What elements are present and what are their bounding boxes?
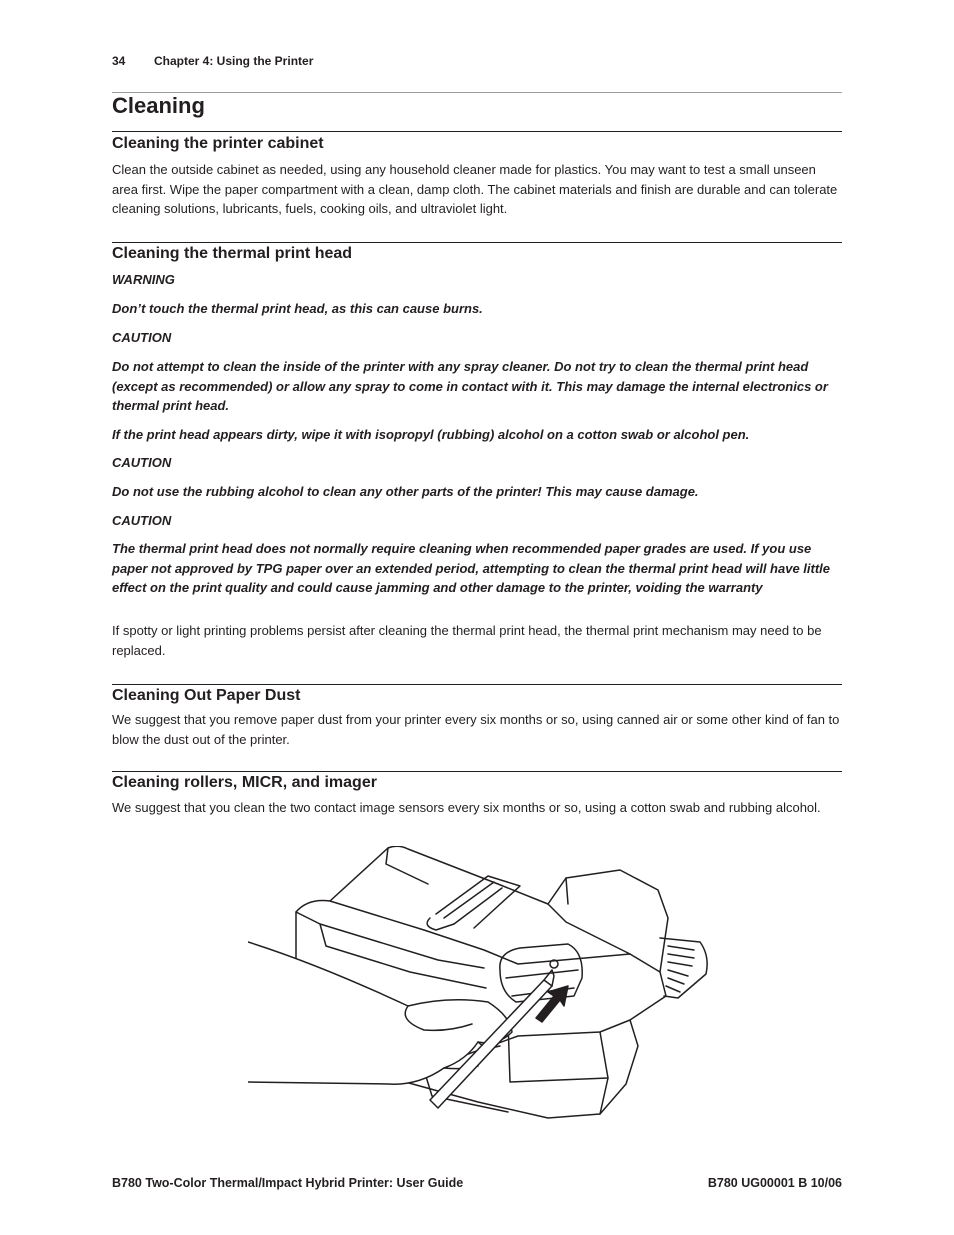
heading-rollers: Cleaning rollers, MICR, and imager <box>112 774 377 791</box>
instruction-text: If the print head appears dirty, wipe it with isopropyl (rubbing) alcohol on a cotton swab or alcohol pen. <box>112 427 750 442</box>
thermal-followup: If spotty or light printing problems persist after cleaning the thermal print head, the thermal print mechanism may need to be replaced. <box>112 623 822 658</box>
cabinet-body: Clean the outside cabinet as needed, using any household cleaner made for plastics. You may want to test a small unseen area first. Wipe the paper compartment with a clean, damp cloth. The cabinet materials and finish are durable and can tolerate cleaning solutions, lubricants, fuels, cooking oils, and ultraviolet light. <box>112 162 838 216</box>
running-header <box>112 54 313 68</box>
section-rule <box>112 771 842 772</box>
caution-text: Do not use the rubbing alcohol to clean any other parts of the printer! This may cause damage. <box>112 484 699 499</box>
page-number: 34 <box>112 54 126 68</box>
footer-document-code: B780 UG00001 B 10/06 <box>707 1176 842 1190</box>
printer-cleaning-illustration <box>248 846 710 1142</box>
caution-label: CAUTION <box>112 330 172 345</box>
caution-text: Do not attempt to clean the inside of the printer with any spray cleaner. Do not try to clean the thermal print head (except as recommended) or allow any spray to come in contact with it. This may damage the internal electronics or thermal print head. <box>112 359 828 413</box>
section-rule <box>112 242 842 243</box>
caution-label: CAUTION <box>112 455 172 470</box>
caution-text: The thermal print head does not normally require cleaning when recommended paper grades are used. If you use paper not approved by TPG paper over an extended period, attempting to clean the thermal print head will have little effect on the print quality and could cause jamming and other damage to the printer, voiding the warranty <box>112 541 831 595</box>
warning-text: Don’t touch the thermal print head, as this can cause burns. <box>112 301 483 316</box>
rollers-body: We suggest that you clean the two contact image sensors every six months or so, using a cotton swab and rubbing alcohol. <box>112 800 821 815</box>
warning-label: WARNING <box>112 272 175 287</box>
heading-thermal: Cleaning the thermal print head <box>112 245 353 262</box>
section-rule <box>112 131 842 132</box>
chapter-title: Chapter 4: Using the Printer <box>154 54 314 68</box>
heading-dust: Cleaning Out Paper Dust <box>112 687 301 704</box>
page-title: Cleaning <box>112 93 205 118</box>
caution-label: CAUTION <box>112 513 172 528</box>
section-rule <box>112 684 842 685</box>
dust-body: We suggest that you remove paper dust from your printer every six months or so, using canned air or some other kind of fan to blow the dust out of the printer. <box>112 712 840 747</box>
title-rule <box>112 92 842 93</box>
heading-cabinet: Cleaning the printer cabinet <box>112 135 324 152</box>
footer-guide-title: B780 Two-Color Thermal/Impact Hybrid Printer: User Guide <box>112 1176 464 1190</box>
